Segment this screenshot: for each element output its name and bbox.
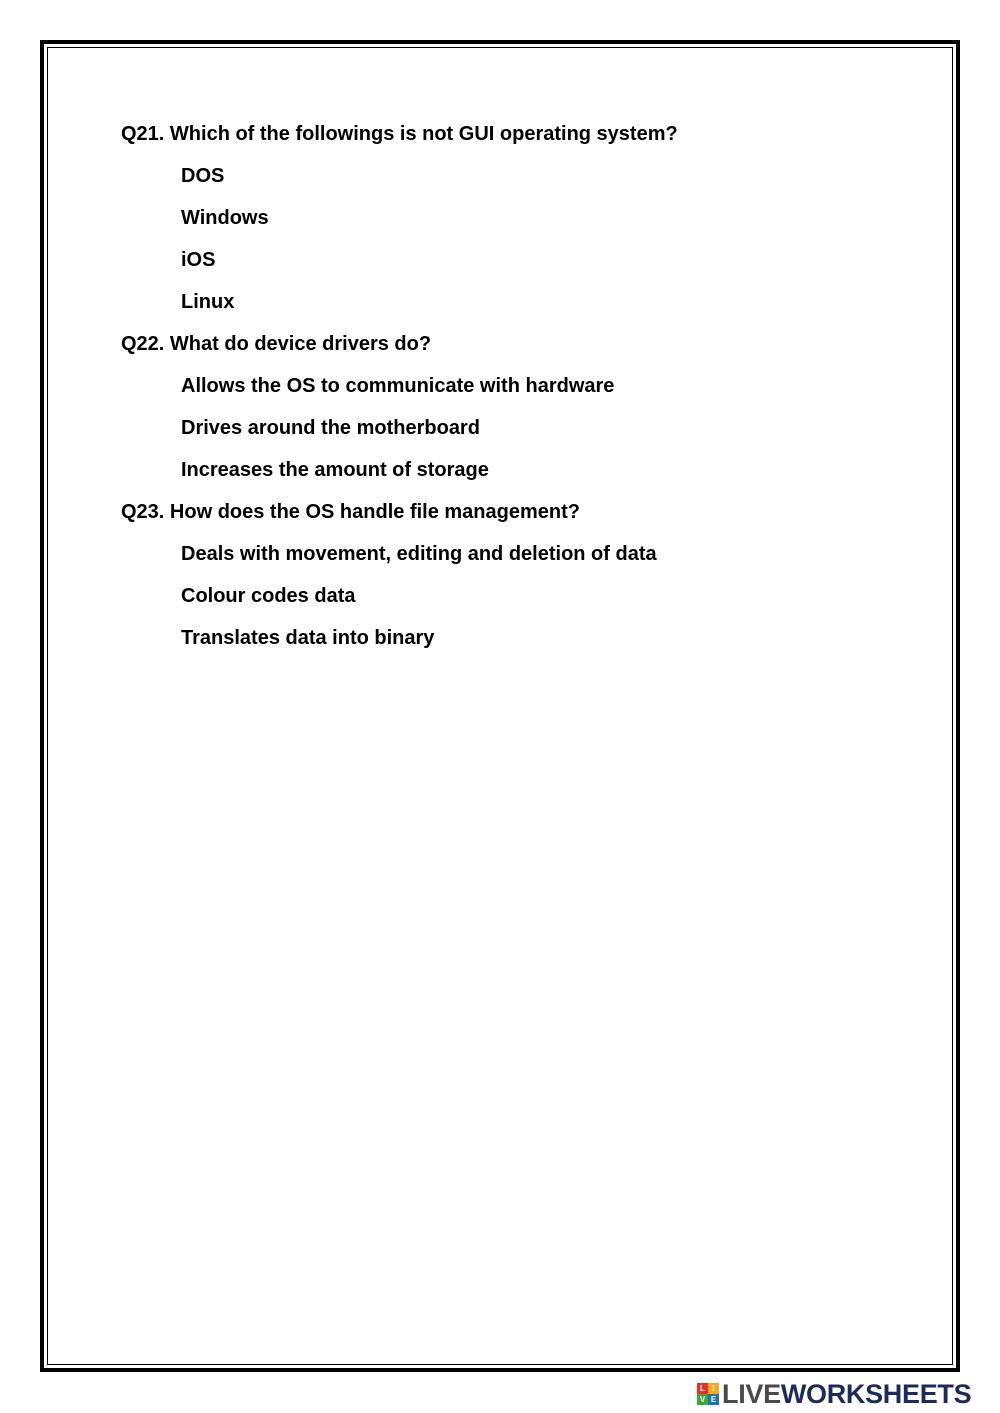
option-q21-dos[interactable]: DOS [181,165,225,187]
liveworksheets-logo-icon [697,1383,719,1405]
logo-letter-v: V [697,1394,708,1405]
option-q23-colour-codes[interactable]: Colour codes data [181,585,356,607]
liveworksheets-brand [697,1379,971,1409]
worksheet-page [40,40,960,1372]
option-q22-drives-motherboard[interactable]: Drives around the motherboard [181,417,480,439]
brand-text-prefix: LIVE [722,1379,781,1409]
question-23: Q23. How does the OS handle file management? [121,501,580,523]
worksheet-content [121,122,921,668]
logo-letter-i: I [708,1383,719,1394]
logo-letter-l: L [697,1383,708,1394]
question-22: Q22. What do device drivers do? [121,333,432,355]
brand-text-suffix: WORKSHEETS [780,1379,972,1409]
option-q21-linux[interactable]: Linux [181,291,235,313]
logo-letter-e: E [708,1394,719,1405]
option-q22-communicate-hardware[interactable]: Allows the OS to communicate with hardware [181,375,615,397]
option-q21-ios[interactable]: iOS [181,249,216,271]
option-q21-windows[interactable]: Windows [181,207,269,229]
option-q22-increases-storage[interactable]: Increases the amount of storage [181,459,489,481]
option-q23-translates-binary[interactable]: Translates data into binary [181,627,435,649]
question-21: Q21. Which of the followings is not GUI operating system? [121,123,678,145]
option-q23-movement-editing-deletion[interactable]: Deals with movement, editing and deletion of data [181,543,657,565]
